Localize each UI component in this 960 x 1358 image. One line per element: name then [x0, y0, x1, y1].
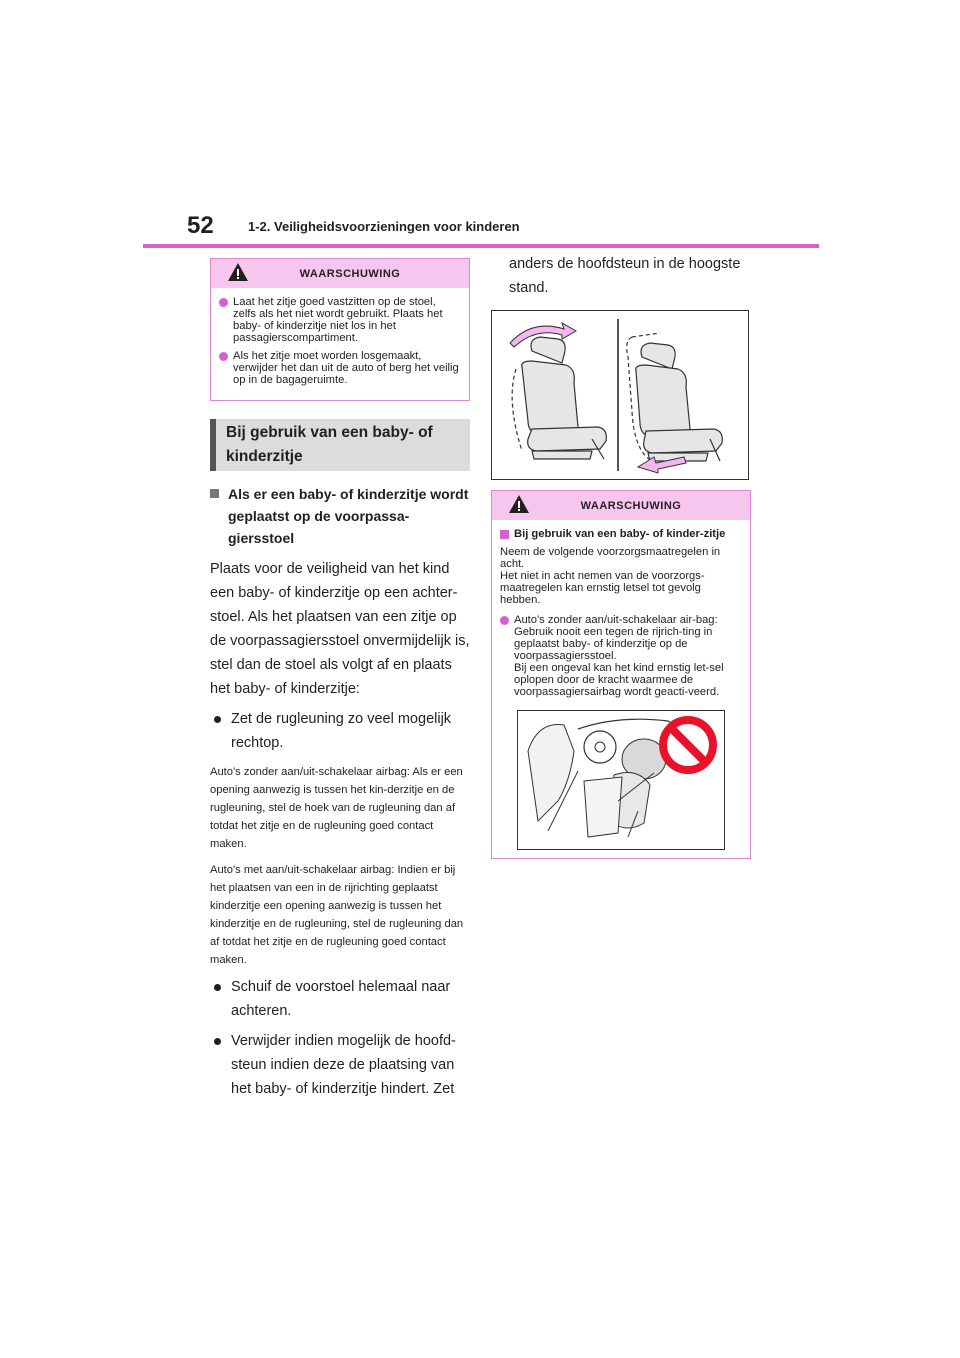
headrest-seat-illustration	[491, 310, 749, 480]
list-item-text: Verwijder indien mogelijk de hoofd-steun indien deze de plaatsing van het baby- of kinderzitje hindert. Zet	[231, 1033, 456, 1097]
left-column	[210, 258, 470, 1101]
warning-title: WAARSCHUWING	[580, 499, 682, 512]
warning-intro: Neem de volgende voorzorgsmaatregelen in acht. Het niet in acht nemen van de voorzorgs-maatregelen kan ernstig letsel tot gevolg hebben.	[500, 546, 721, 606]
right-column	[491, 252, 751, 859]
warning-item-text: Als het zitje moet worden losgemaakt, verwijder het dan uit de auto of berg het veilig op in de bagageruimte.	[233, 350, 459, 386]
prohibition-icon	[663, 720, 713, 770]
warning-body	[492, 520, 750, 858]
warning-header	[492, 491, 750, 520]
bullet-dot-icon	[219, 298, 228, 307]
continuation-paragraph: anders de hoofdsteun in de hoogste stand.	[509, 256, 741, 296]
warning-header	[211, 259, 469, 288]
header-rule	[143, 244, 819, 248]
bullet-icon	[214, 716, 221, 723]
list-item	[210, 975, 470, 1023]
bullet-icon	[214, 1038, 221, 1045]
list-item	[210, 707, 470, 755]
warning-title: WAARSCHUWING	[299, 267, 401, 280]
warning-triangle-icon	[508, 494, 530, 514]
warning-item-text: Laat het zitje goed vastzitten op de stoel, zelfs als het niet wordt gebruikt. Plaats het baby- of kinderzitje niet los in het passagierscompartiment.	[233, 296, 443, 344]
list-item-text: Schuif de voorstoel helemaal naar achteren.	[231, 979, 451, 1019]
warning-body	[211, 288, 469, 400]
warning-subheading-text: Bij gebruik van een baby- of kinder-zitje	[514, 528, 726, 540]
intro-paragraph: Plaats voor de veiligheid van het kind een baby- of kinderzitje op een achter-stoel. Als het plaatsen van een zitje op de voorpassagiersstoel onvermijdelijk is, stel dan de stoel als volgt af en plaats het baby- of kinderzitje:	[210, 561, 470, 697]
note-paragraph: Auto's zonder aan/uit-schakelaar airbag: Als er een opening aanwezig is tussen het kin-derzitje en de rugleuning, stel de hoek van de rugleuning dan af totdat het zitje en de rugleuning goed contact maken.	[210, 766, 463, 850]
note-paragraph: Auto's met aan/uit-schakelaar airbag: Indien er bij het plaatsen van een in de rijrichting geplaatst kinderzitje een opening aanwezig is tussen het kinderzitje en de rugleuning, stel de rugleuning dan af totdat het zitje en de rugleuning goed contact maken.	[210, 864, 464, 966]
square-bullet-icon	[500, 530, 509, 539]
sub-heading-text: Als er een baby- of kinderzitje wordt geplaatst op de voorpassa-giersstoel	[228, 486, 469, 546]
warning-item	[500, 614, 742, 698]
list-item-text: Zet de rugleuning zo veel mogelijk rechtop.	[231, 711, 452, 751]
list-item	[210, 1029, 470, 1101]
square-bullet-icon	[210, 489, 219, 498]
warning-item	[219, 350, 461, 386]
airbag-warning-illustration	[517, 710, 725, 850]
warning-item	[219, 296, 461, 344]
bullet-dot-icon	[500, 616, 509, 625]
section-title: 1-2. Veiligheidsvoorzieningen voor kinderen	[248, 219, 520, 234]
warning-item-text: Auto's zonder aan/uit-schakelaar air-bag: Gebruik nooit een tegen de rijrich-ting in geplaatst baby- of kinderzitje op de voorpassagiersstoel. Bij een ongeval kan het kind ernstig let-sel oplopen door de kracht waarmee de voorpassagiersairbag wordt geacti-veerd.	[514, 614, 724, 698]
sub-heading	[210, 483, 470, 549]
warning-triangle-icon	[227, 262, 249, 282]
warning-box-2	[491, 490, 751, 859]
bullet-icon	[214, 984, 221, 991]
bullet-dot-icon	[219, 352, 228, 361]
page-number: 52	[187, 212, 214, 239]
warning-subheading	[500, 528, 742, 540]
warning-box-1	[210, 258, 470, 401]
section-heading: Bij gebruik van een baby- of kinderzitje	[210, 419, 470, 471]
